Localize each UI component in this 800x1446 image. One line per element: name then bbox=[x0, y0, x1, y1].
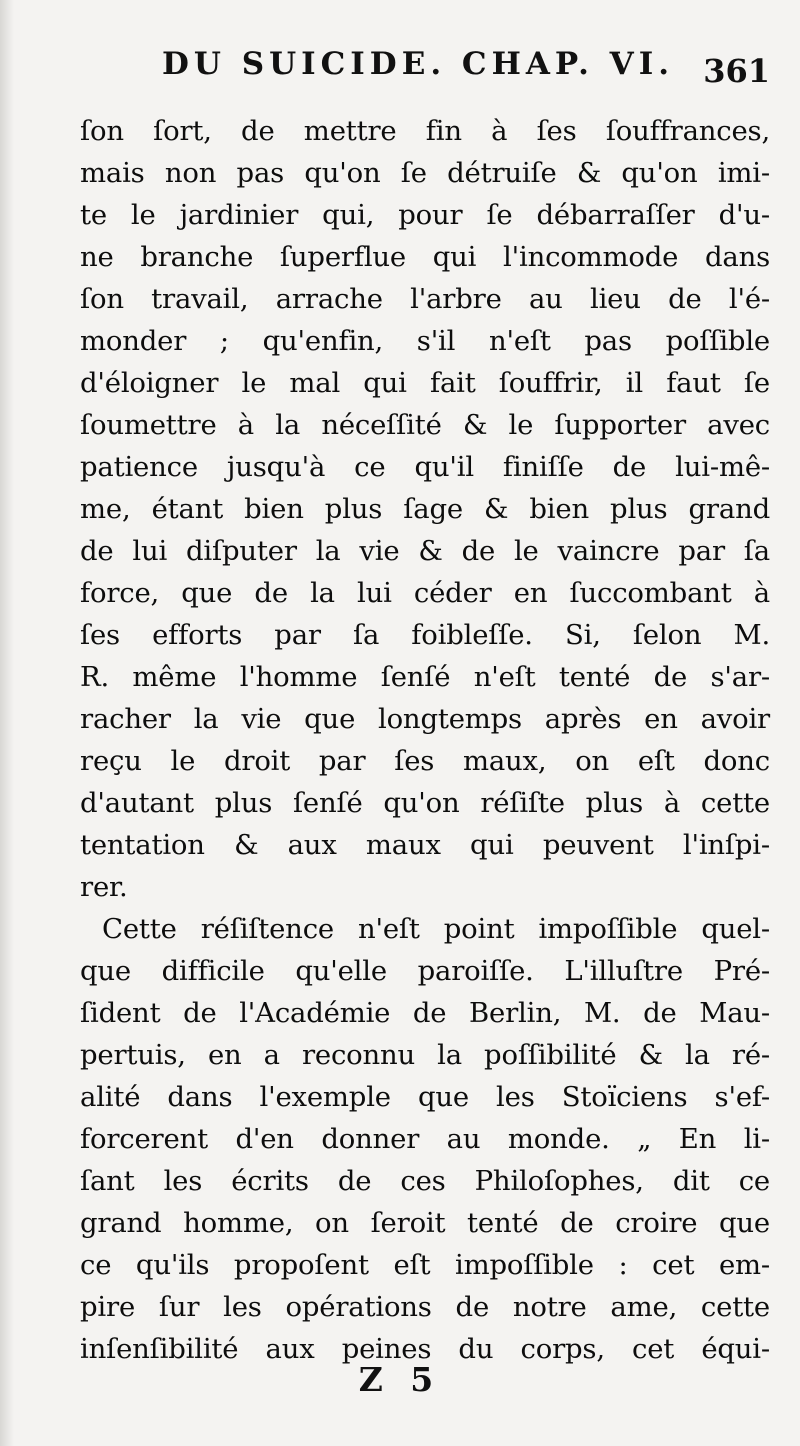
text-line: pire ſur les opérations de notre ame, cette bbox=[80, 1291, 770, 1323]
text-line: que difficile qu'elle paroiſſe. L'illuſtre Pré- bbox=[80, 955, 770, 987]
text-line: ſon travail, arrache l'arbre au lieu de l'é- bbox=[80, 283, 770, 315]
text-line: ſoumettre à la néceſſité & le ſupporter avec bbox=[80, 409, 770, 441]
text-line: te le jardinier qui, pour ſe débarraſſer d'u- bbox=[80, 199, 770, 231]
running-head: DU SUICIDE. CHAP. VI. bbox=[162, 46, 675, 82]
text-line: force, que de la lui céder en ſuccombant à bbox=[80, 577, 770, 609]
signature-mark: Z 5 bbox=[358, 1360, 442, 1399]
text-line: monder ; qu'enfin, s'il n'eſt pas poſſible bbox=[80, 325, 770, 357]
text-line: tentation & aux maux qui peuvent l'inſpi- bbox=[80, 829, 770, 861]
text-line: ne branche ſuperflue qui l'incommode dans bbox=[80, 241, 770, 273]
page-edge-shadow bbox=[0, 0, 14, 1446]
text-line: ſon ſort, de mettre fin à ſes ſouffrances, bbox=[80, 115, 770, 147]
paragraph-end-line: rer. bbox=[80, 871, 128, 903]
text-line: ſes efforts par ſa foibleſſe. Si, ſelon M. bbox=[80, 619, 770, 651]
text-line: forcerent d'en donner au monde. „ En li- bbox=[80, 1123, 770, 1155]
text-line: d'éloigner le mal qui fait ſouffrir, il faut ſe bbox=[80, 367, 770, 399]
page-header bbox=[150, 44, 770, 94]
text-line: patience jusqu'à ce qu'il finiſſe de lui-mê- bbox=[80, 451, 770, 483]
text-line: mais non pas qu'on ſe détruiſe & qu'on imi- bbox=[80, 157, 770, 189]
text-line: grand homme, on ſeroit tenté de croire que bbox=[80, 1207, 770, 1239]
text-line: ce qu'ils propoſent eſt impoſſible : cet em- bbox=[80, 1249, 770, 1281]
text-line: de lui diſputer la vie & de le vaincre par ſa bbox=[80, 535, 770, 567]
text-line: ſant les écrits de ces Philoſophes, dit ce bbox=[80, 1165, 770, 1197]
text-line: inſenſibilité aux peines du corps, cet équi- bbox=[80, 1333, 770, 1365]
paragraph-start-line: Cette réſiſtence n'eſt point impoſſible quel- bbox=[102, 913, 770, 945]
text-line: racher la vie que longtemps après en avoir bbox=[80, 703, 770, 735]
text-line: ſident de l'Académie de Berlin, M. de Mau- bbox=[80, 997, 770, 1029]
text-line: pertuis, en a reconnu la poſſibilité & la ré- bbox=[80, 1039, 770, 1071]
text-line: d'autant plus ſenſé qu'on réſiſte plus à cette bbox=[80, 787, 770, 819]
text-line: alité dans l'exemple que les Stoïciens s'ef- bbox=[80, 1081, 770, 1113]
page-number: 361 bbox=[703, 52, 770, 90]
text-line: reçu le droit par ſes maux, on eſt donc bbox=[80, 745, 770, 777]
body-text bbox=[80, 110, 770, 1370]
text-line: me, étant bien plus ſage & bien plus grand bbox=[80, 493, 770, 525]
text-line: R. même l'homme ſenſé n'eſt tenté de s'ar- bbox=[80, 661, 770, 693]
